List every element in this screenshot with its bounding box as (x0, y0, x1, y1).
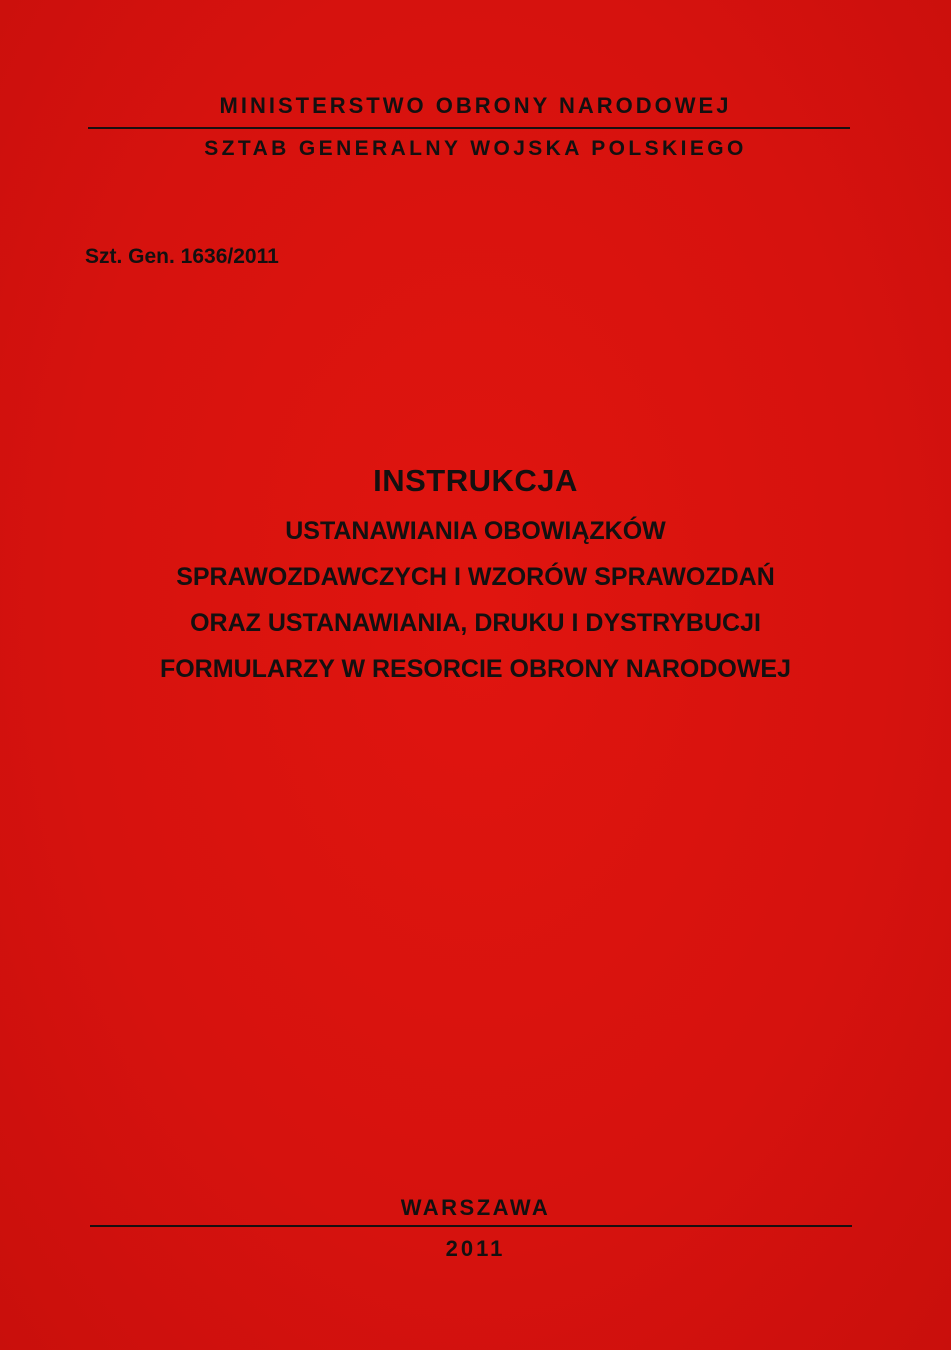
general-staff-name: SZTAB GENERALNY WOJSKA POLSKIEGO (204, 137, 747, 160)
publication-city: WARSZAWA (400, 1195, 551, 1220)
document-title: INSTRUKCJA (373, 463, 578, 498)
document-signature: Szt. Gen. 1636/2011 (85, 245, 279, 268)
document-subtitle (0, 512, 951, 696)
subtitle-line: FORMULARZY W RESORCIE OBRONY NARODOWEJ (159, 655, 792, 683)
footer-divider (90, 1225, 852, 1227)
subtitle-line: SPRAWOZDAWCZYCH I WZORÓW SPRAWOZDAŃ (176, 563, 775, 591)
publication-year: 2011 (445, 1236, 506, 1261)
subtitle-line: USTANAWIANIA OBOWIĄZKÓW (285, 517, 666, 545)
header-divider (88, 127, 850, 129)
subtitle-line: ORAZ USTANAWIANIA, DRUKU I DYSTRYBUCJI (190, 609, 761, 637)
ministry-name: MINISTERSTWO OBRONY NARODOWEJ (219, 93, 732, 118)
